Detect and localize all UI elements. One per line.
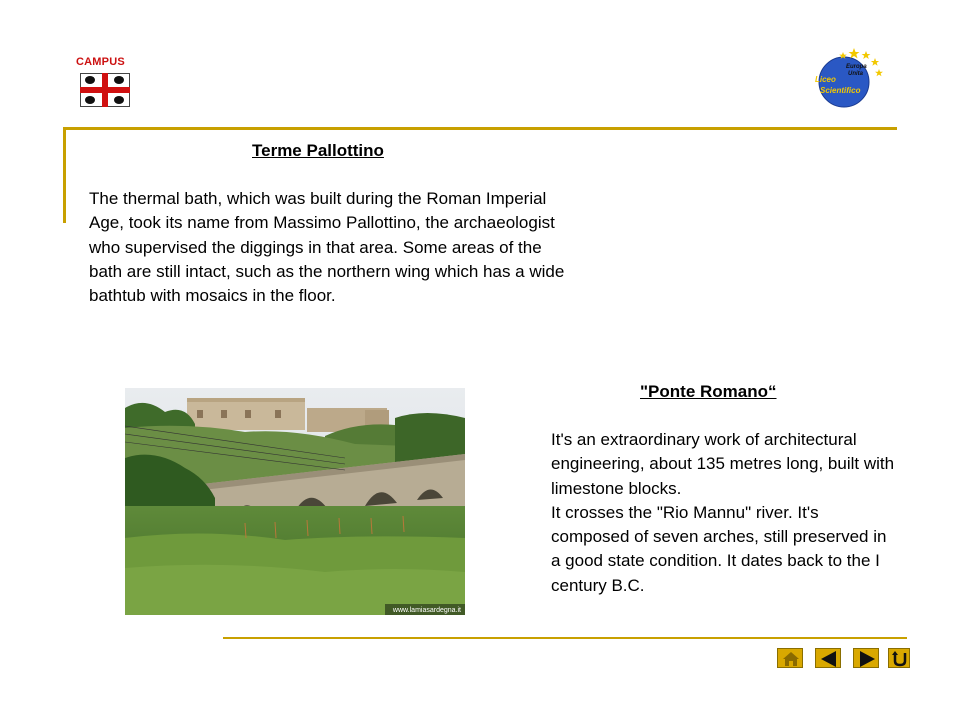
arrow-right-icon xyxy=(854,649,880,669)
ponte-description xyxy=(551,428,896,598)
next-button[interactable] xyxy=(853,648,879,668)
ponte-romano-photo xyxy=(125,388,465,615)
liceo-text: Liceo xyxy=(815,75,836,84)
previous-button[interactable] xyxy=(815,648,841,668)
top-divider xyxy=(63,127,897,130)
left-divider xyxy=(63,127,66,223)
scientifico-text: Scientifico xyxy=(820,86,861,95)
campus-logo xyxy=(74,56,136,110)
bridge-photo-image xyxy=(125,388,465,615)
liceo-scientifico-logo xyxy=(808,44,884,114)
liceo-unita-text: Unita xyxy=(848,71,863,77)
home-icon xyxy=(778,649,804,669)
terme-description: The thermal bath, which was built during the Roman Imperial Age, took its name from Massimo Pallottino, the archaeologist who supervised the diggings in that area. Some areas of the bath are still intact, such as the northern wing which has a wide bathtub with mosaics in the floor. xyxy=(89,189,565,306)
return-icon xyxy=(889,649,911,669)
ponte-description-p1: It's an extraordinary work of architectural engineering, about 135 metres long, built with limestone blocks. xyxy=(551,430,895,498)
photo-credit: www.lamiasardegna.it xyxy=(392,607,461,614)
liceo-europe-text: Europa xyxy=(846,64,867,70)
ponte-description-p2: It crosses the "Rio Mannu" river. It's composed of seven arches, still preserved in a good state condition. It dates back to the I century B.C. xyxy=(551,502,887,595)
bottom-divider xyxy=(223,637,907,639)
return-button[interactable] xyxy=(888,648,910,668)
home-button[interactable] xyxy=(777,648,803,668)
terme-title: Terme Pallottino xyxy=(252,141,384,160)
ponte-title: "Ponte Romano“ xyxy=(640,382,777,401)
sardinia-flag-icon xyxy=(80,73,130,107)
arrow-left-icon xyxy=(816,649,842,669)
campus-logo-text: CAMPUS xyxy=(76,56,125,68)
